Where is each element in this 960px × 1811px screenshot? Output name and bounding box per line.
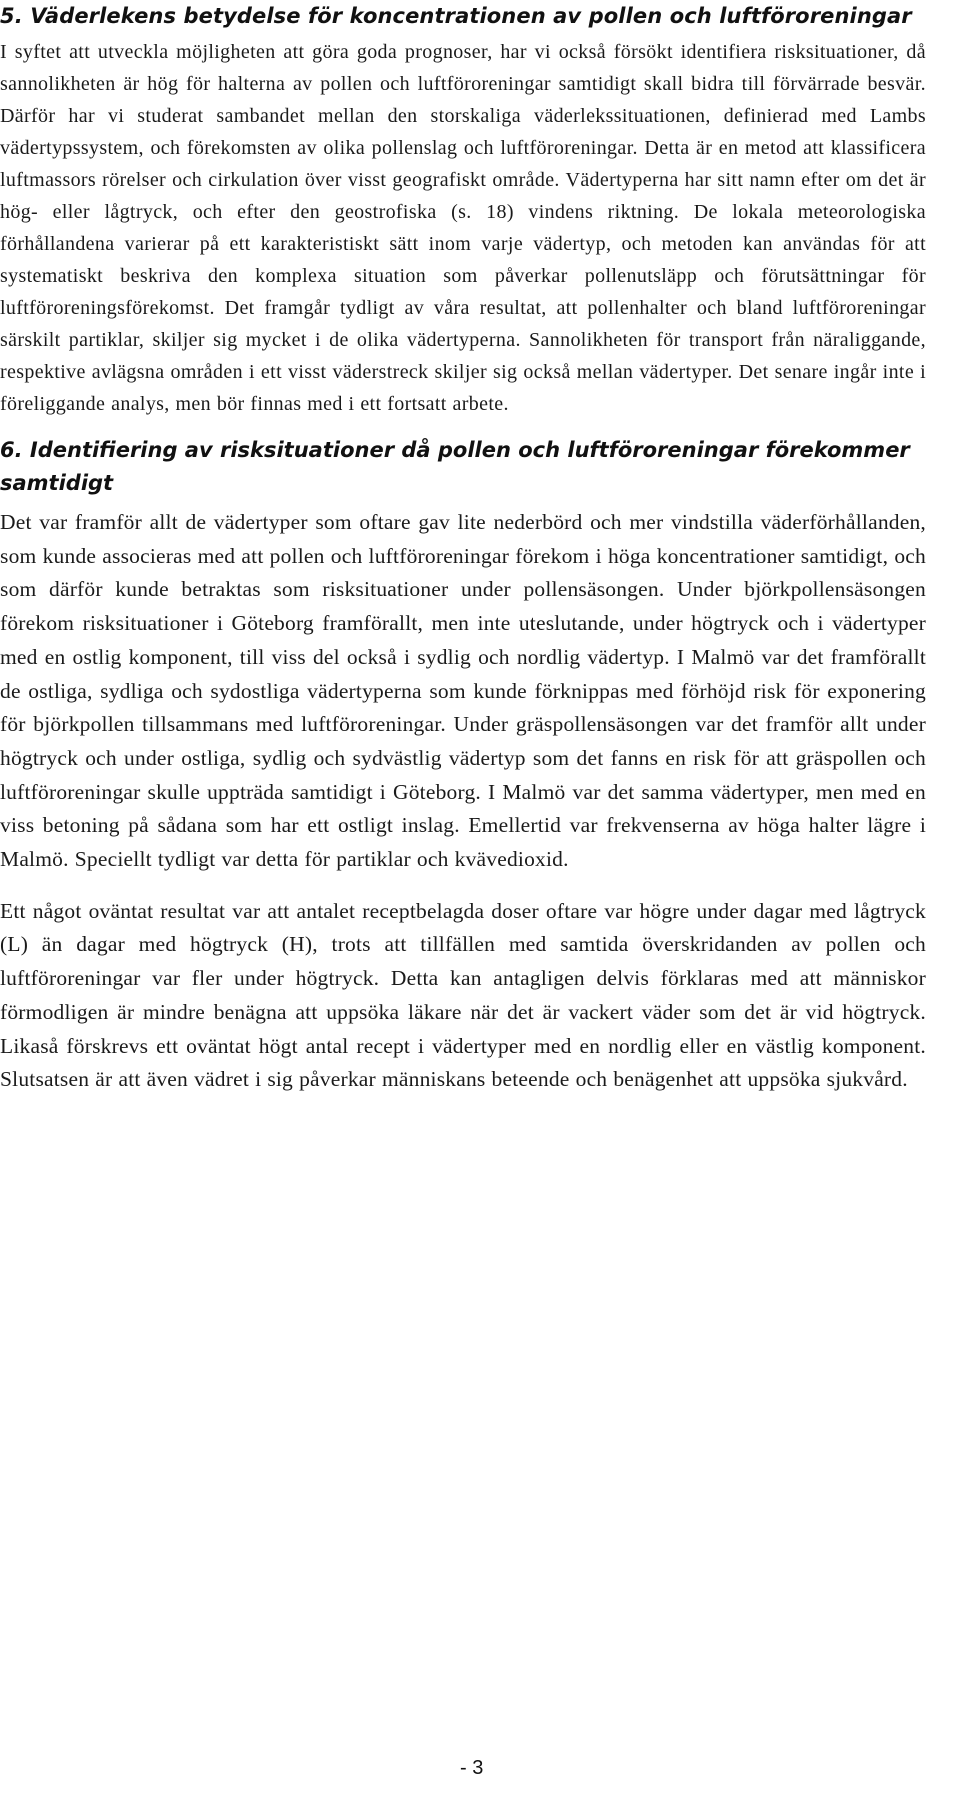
page-number: - 3	[460, 1757, 484, 1779]
section-6-paragraph-1: Det var framför allt de vädertyper som oftare gav lite nederbörd och mer vindstilla väderförhållanden, som kunde associeras med att pollen och luftföroreningar förekom i höga koncentrationer samtidigt, och som därför kunde betraktas som risksituationer under pollensäsongen. Under björkpollensäsongen förekom risksituationer i Göteborg framförallt, men inte uteslutande, under högtryck och i vädertyper med en ostlig komponent, till viss del också i sydlig och nordlig vädertyp. I Malmö var det framförallt de ostliga, sydliga och sydostliga vädertyperna som kunde förknippas med förhöjd risk för exponering för björkpollen tillsammans med luftföroreningar. Under gräspollensäsongen var det framför allt under högtryck och under ostliga, sydlig och sydvästlig vädertyp som det fanns en risk för att gräspollen och luftföroreningar skulle uppträda samtidigt i Göteborg. I Malmö var det samma vädertyper, men med en viss betoning på sådana som har ett ostligt inslag. Emellertid var frekvenserna av höga halter lägre i Malmö. Speciellt tydligt var detta för partiklar och kvävedioxid.	[0, 510, 926, 872]
section-6-paragraph-2: Ett något oväntat resultat var att antalet receptbelagda doser oftare var högre under dagar med lågtryck (L) än dagar med högtryck (H), trots att tillfällen med samtida överskridanden av pollen och luftföroreningar var fler under högtryck. Detta kan antagligen delvis förklaras med att människor förmodligen är mindre benägna att uppsöka läkare när det är vackert väder som det är vid högtryck. Likaså förskrevs ett oväntat högt antal recept i vädertyper med en nordlig eller en västlig komponent. Slutsatsen är att även vädret i sig påverkar människans beteende och benägenhet att uppsöka sjukvård.	[0, 898, 926, 1092]
section-5-paragraph: I syftet att utveckla möjligheten att göra goda prognoser, har vi också försökt identifiera risksituationer, då sannolikheten är hög för halterna av pollen och luftföroreningar samtidigt skall bidra till förvärrade besvär. Därför har vi studerat sambandet mellan den storskaliga väderlekssituationen, definierad med Lambs vädertypssystem, och förekomsten av olika pollenslag och luftföroreningar. Detta är en metod att klassificera luftmassors rörelser och cirkulation över visst geografiskt område. Vädertyperna har sitt namn efter om det är hög- eller lågtryck, och efter den geostrofiska (s. 18) vindens riktning. De lokala meteorologiska förhållandena varierar på ett karakteristiskt sätt inom varje vädertyp, och metoden kan användas för att systematiskt beskriva den komplexa situation som påverkar pollenutsläpp och förutsättningar för luftföroreningsförekomst. Det framgår tydligt av våra resultat, att pollenhalter och bland luftföroreningar särskilt partiklar, skiljer sig mycket i de olika vädertyperna. Sannolikheten för transport från näraliggande, respektive avlägsna områden i ett visst väderstreck skiljer sig också mellan vädertyper. Det senare ingår inte i föreliggande analys, men bör finnas med i ett fortsatt arbete.	[0, 41, 926, 415]
section-5-heading: 5. Väderlekens betydelse för koncentrationen av pollen och luftföroreningar	[0, 4, 912, 28]
section-6-heading: 6. Identifiering av risksituationer då pollen och luftföroreningar förekommer samtidigt	[0, 438, 910, 495]
